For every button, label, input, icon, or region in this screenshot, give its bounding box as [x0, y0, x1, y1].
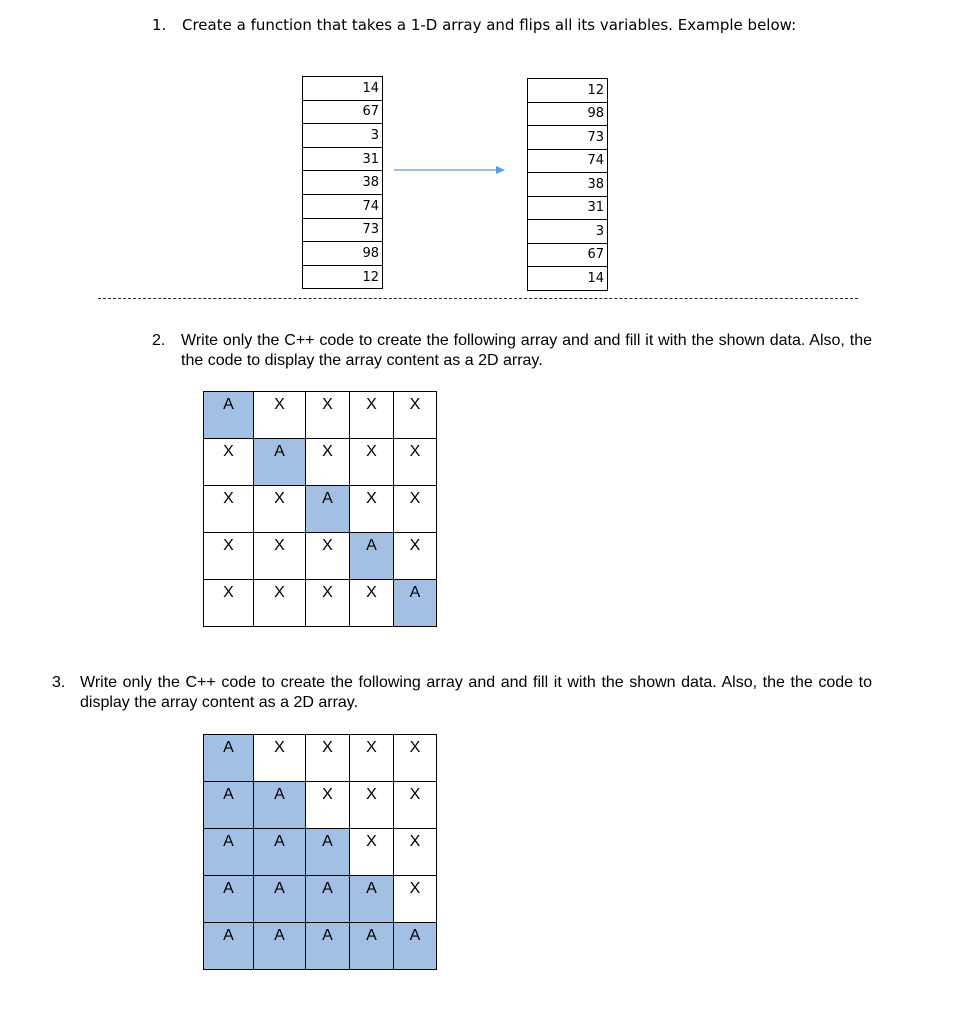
grid-cell: X — [394, 439, 437, 486]
grid-cell: X — [254, 486, 306, 533]
grid-row — [204, 392, 437, 439]
grid-row — [204, 829, 437, 876]
question-2-text: Write only the C++ code to create the following array and and fill it with the shown data. Also, the the code to display the array content as a 2D array. — [181, 332, 872, 369]
grid-cell: X — [394, 486, 437, 533]
array-row — [528, 220, 608, 244]
array-cell: 38 — [528, 173, 608, 197]
grid-cell: X — [350, 829, 394, 876]
array-row — [303, 242, 383, 266]
array-cell: 3 — [303, 124, 383, 148]
array-row — [528, 243, 608, 267]
grid-cell: X — [204, 533, 254, 580]
grid-cell: A — [254, 876, 306, 923]
array-row — [528, 126, 608, 150]
array-row — [303, 124, 383, 148]
array-cell: 14 — [528, 267, 608, 291]
grid-cell: A — [254, 439, 306, 486]
grid-cell: X — [306, 580, 350, 627]
arrow-right-icon — [394, 162, 506, 178]
question-3-number: 3. — [52, 674, 66, 691]
grid-cell: X — [350, 486, 394, 533]
question-3 — [52, 673, 872, 713]
array-row — [528, 173, 608, 197]
question-1 — [152, 16, 796, 34]
array-cell: 74 — [528, 149, 608, 173]
grid-cell: X — [394, 876, 437, 923]
grid-cell: A — [306, 876, 350, 923]
array-cell: 74 — [303, 194, 383, 218]
grid-cell: X — [394, 782, 437, 829]
array-cell: 67 — [303, 100, 383, 124]
array-row — [528, 267, 608, 291]
grid-cell: A — [306, 486, 350, 533]
question-3-text: Write only the C++ code to create the following array and and fill it with the shown data. Also, the the code to display the array content as a 2D array. — [80, 674, 872, 711]
grid-row — [204, 580, 437, 627]
grid-row — [204, 533, 437, 580]
grid-cell: X — [350, 580, 394, 627]
array-cell: 3 — [528, 220, 608, 244]
grid-cell: X — [306, 439, 350, 486]
grid-cell: X — [350, 782, 394, 829]
grid-cell: A — [254, 829, 306, 876]
question-1-text: Create a function that takes a 1-D array and flips all its variables. Example below: — [182, 16, 797, 34]
grid-cell: X — [306, 782, 350, 829]
lower-triangle-grid — [203, 734, 437, 970]
grid-cell: X — [306, 392, 350, 439]
array-row — [528, 149, 608, 173]
grid-cell: A — [204, 829, 254, 876]
grid-cell: X — [350, 392, 394, 439]
array-row — [303, 77, 383, 101]
grid-cell: X — [306, 533, 350, 580]
array-row — [303, 147, 383, 171]
flipped-array-table — [527, 78, 608, 291]
grid-row — [204, 782, 437, 829]
grid-row — [204, 439, 437, 486]
array-row — [303, 194, 383, 218]
question-2 — [152, 331, 872, 371]
grid-cell: X — [204, 439, 254, 486]
grid-cell: A — [306, 923, 350, 970]
array-row — [528, 196, 608, 220]
grid-cell: X — [254, 392, 306, 439]
grid-cell: X — [204, 486, 254, 533]
grid-cell: X — [350, 439, 394, 486]
grid-cell: X — [394, 735, 437, 782]
section-divider — [98, 298, 858, 299]
array-row — [303, 265, 383, 289]
array-row — [528, 102, 608, 126]
grid-cell: X — [394, 533, 437, 580]
array-row — [528, 79, 608, 103]
grid-row — [204, 923, 437, 970]
array-cell: 31 — [303, 147, 383, 171]
grid-row — [204, 486, 437, 533]
array-cell: 12 — [528, 79, 608, 103]
grid-cell: A — [306, 829, 350, 876]
grid-cell: X — [254, 735, 306, 782]
array-row — [303, 100, 383, 124]
array-cell: 14 — [303, 77, 383, 101]
diagonal-grid — [203, 391, 437, 627]
grid-cell: A — [350, 923, 394, 970]
grid-cell: A — [204, 876, 254, 923]
array-cell: 38 — [303, 171, 383, 195]
grid-row — [204, 876, 437, 923]
grid-cell: A — [204, 735, 254, 782]
grid-cell: X — [204, 580, 254, 627]
grid-cell: X — [350, 735, 394, 782]
array-cell: 73 — [528, 126, 608, 150]
grid-cell: A — [204, 392, 254, 439]
grid-cell: A — [394, 923, 437, 970]
grid-cell: X — [254, 533, 306, 580]
grid-cell: A — [204, 782, 254, 829]
array-cell: 98 — [303, 242, 383, 266]
grid-cell: A — [204, 923, 254, 970]
array-cell: 73 — [303, 218, 383, 242]
grid-cell: A — [350, 876, 394, 923]
grid-cell: A — [394, 580, 437, 627]
array-row — [303, 218, 383, 242]
grid-cell: X — [394, 829, 437, 876]
grid-row — [204, 735, 437, 782]
question-1-number: 1. — [152, 16, 167, 34]
original-array-table — [302, 76, 383, 289]
array-row — [303, 171, 383, 195]
grid-cell: X — [254, 580, 306, 627]
array-cell: 31 — [528, 196, 608, 220]
array-cell: 98 — [528, 102, 608, 126]
array-cell: 12 — [303, 265, 383, 289]
array-cell: 67 — [528, 243, 608, 267]
grid-cell: A — [254, 782, 306, 829]
grid-cell: X — [306, 735, 350, 782]
grid-cell: A — [254, 923, 306, 970]
grid-cell: X — [394, 392, 437, 439]
question-2-number: 2. — [152, 332, 166, 349]
grid-cell: A — [350, 533, 394, 580]
